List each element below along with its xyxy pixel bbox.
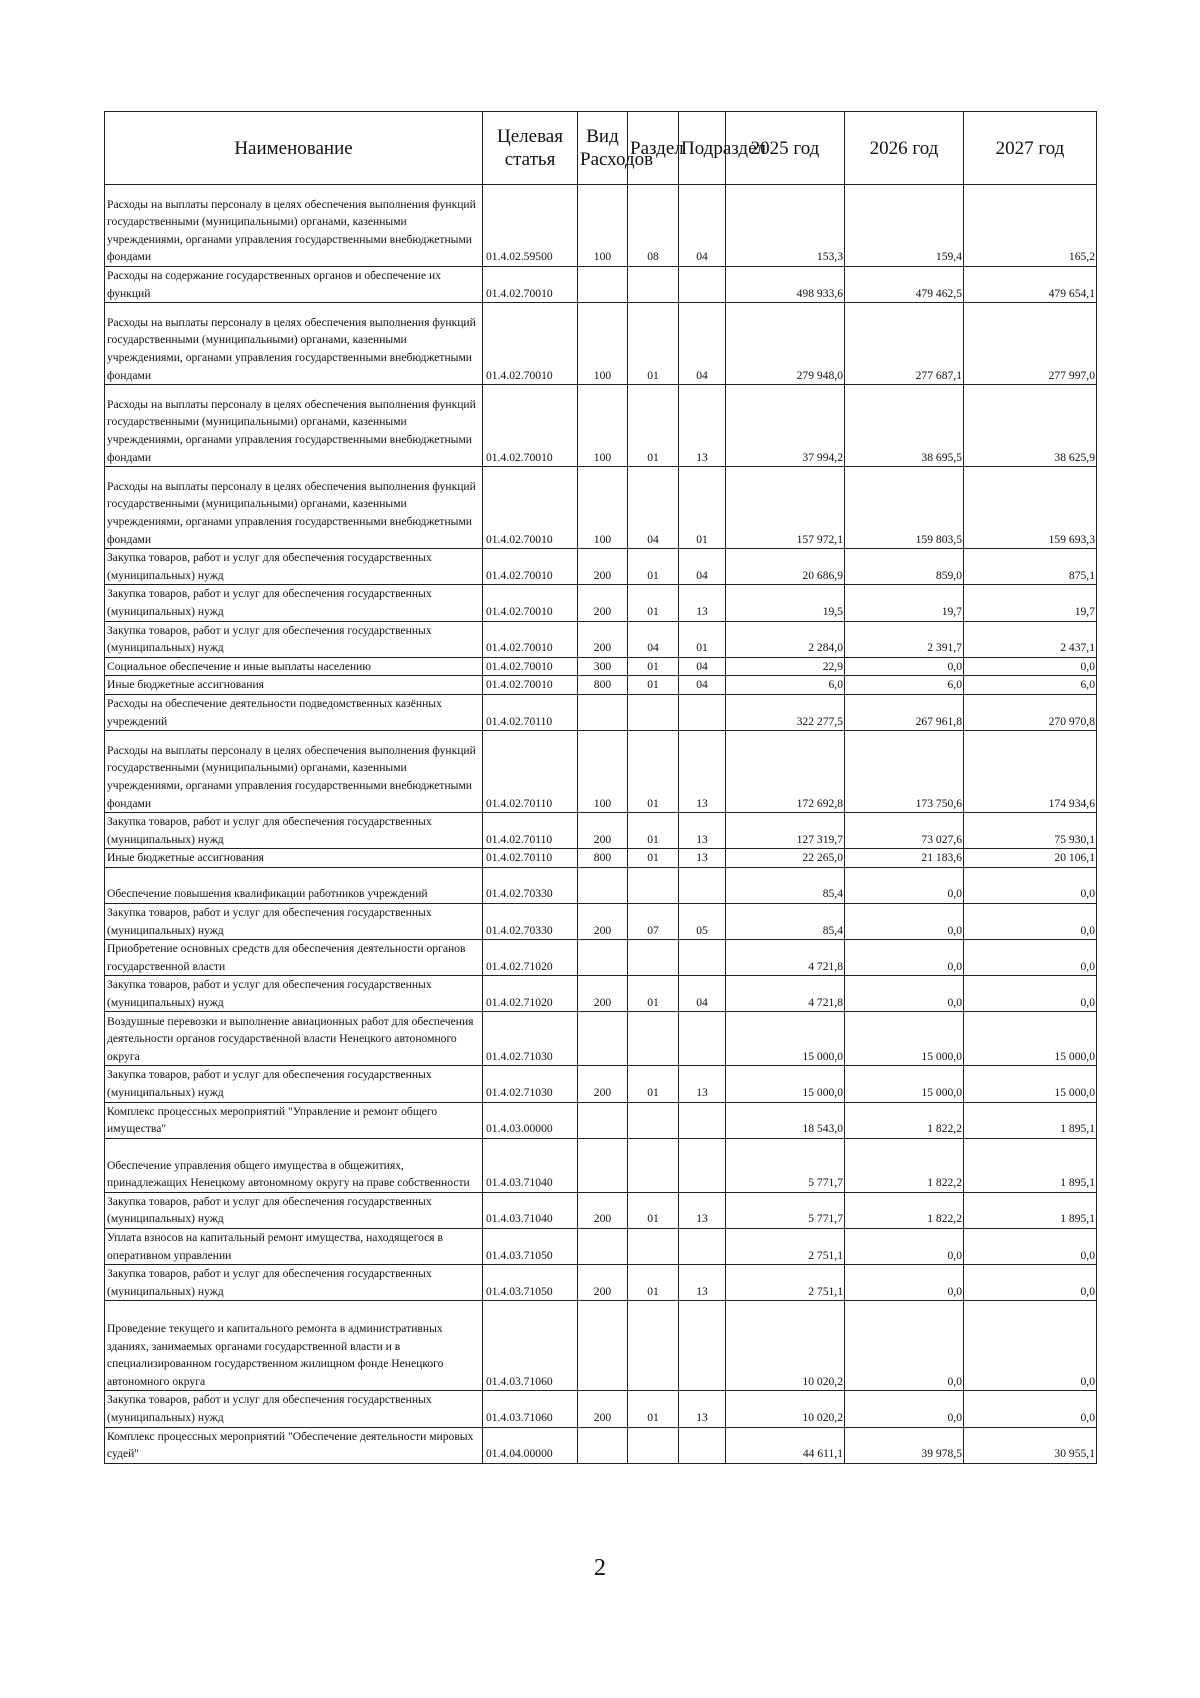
header-2025: 2025 год xyxy=(726,112,845,185)
cell-subsection: 13 xyxy=(679,1066,726,1102)
cell-2026: 73 027,6 xyxy=(845,813,964,849)
cell-expense-type xyxy=(578,1301,628,1391)
cell-expense-type: 100 xyxy=(578,467,628,549)
cell-expense-type: 200 xyxy=(578,1066,628,1102)
cell-2027: 0,0 xyxy=(964,976,1097,1012)
cell-2027: 165,2 xyxy=(964,185,1097,267)
cell-name: Приобретение основных средств для обеспечения деятельности органов государственной власти xyxy=(105,940,483,976)
cell-target-code: 01.4.02.70330 xyxy=(483,903,578,939)
cell-section: 01 xyxy=(628,657,679,676)
cell-subsection xyxy=(679,1229,726,1265)
table-row xyxy=(105,813,1097,849)
cell-target-code: 01.4.02.70010 xyxy=(483,303,578,385)
cell-section: 01 xyxy=(628,976,679,1012)
cell-2026: 0,0 xyxy=(845,976,964,1012)
cell-2026: 0,0 xyxy=(845,867,964,903)
cell-subsection: 04 xyxy=(679,303,726,385)
cell-expense-type: 200 xyxy=(578,1265,628,1301)
cell-2026: 479 462,5 xyxy=(845,267,964,303)
cell-2026: 159 803,5 xyxy=(845,467,964,549)
cell-2025: 18 543,0 xyxy=(726,1102,845,1138)
cell-2026: 0,0 xyxy=(845,1301,964,1391)
cell-2027: 0,0 xyxy=(964,867,1097,903)
cell-name: Иные бюджетные ассигнования xyxy=(105,676,483,695)
cell-2025: 4 721,8 xyxy=(726,940,845,976)
table-row xyxy=(105,903,1097,939)
cell-2026: 0,0 xyxy=(845,1265,964,1301)
table-row xyxy=(105,976,1097,1012)
cell-expense-type: 200 xyxy=(578,903,628,939)
cell-section xyxy=(628,1102,679,1138)
cell-name: Расходы на обеспечение деятельности подведомственных казённых учреждений xyxy=(105,694,483,730)
table-row xyxy=(105,621,1097,657)
cell-section: 01 xyxy=(628,813,679,849)
cell-2025: 10 020,2 xyxy=(726,1391,845,1427)
cell-name: Обеспечение повышения квалификации работников учреждений xyxy=(105,867,483,903)
cell-subsection: 13 xyxy=(679,731,726,813)
table-row xyxy=(105,1391,1097,1427)
cell-name: Социальное обеспечение и иные выплаты населению xyxy=(105,657,483,676)
cell-target-code: 01.4.03.71040 xyxy=(483,1192,578,1228)
cell-subsection: 13 xyxy=(679,849,726,868)
cell-subsection xyxy=(679,1427,726,1463)
header-row xyxy=(105,112,1097,185)
cell-subsection: 01 xyxy=(679,467,726,549)
table-row xyxy=(105,731,1097,813)
cell-2026: 15 000,0 xyxy=(845,1012,964,1066)
header-2027: 2027 год xyxy=(964,112,1097,185)
cell-target-code: 01.4.02.70010 xyxy=(483,585,578,621)
cell-subsection: 13 xyxy=(679,585,726,621)
cell-2027: 0,0 xyxy=(964,1301,1097,1391)
cell-2027: 0,0 xyxy=(964,1229,1097,1265)
header-name: Наименование xyxy=(105,112,483,185)
cell-section: 01 xyxy=(628,1265,679,1301)
cell-section: 01 xyxy=(628,303,679,385)
cell-name: Обеспечение управления общего имущества в общежитиях, принадлежащих Ненецкому автономному округу на праве собственности xyxy=(105,1138,483,1192)
cell-2027: 1 895,1 xyxy=(964,1138,1097,1192)
cell-2026: 0,0 xyxy=(845,657,964,676)
cell-2026: 21 183,6 xyxy=(845,849,964,868)
cell-target-code: 01.4.02.70010 xyxy=(483,657,578,676)
cell-expense-type: 100 xyxy=(578,185,628,267)
cell-name: Закупка товаров, работ и услуг для обеспечения государственных (муниципальных) нужд xyxy=(105,1066,483,1102)
cell-2026: 0,0 xyxy=(845,1391,964,1427)
cell-subsection xyxy=(679,267,726,303)
cell-expense-type: 100 xyxy=(578,303,628,385)
cell-2025: 5 771,7 xyxy=(726,1192,845,1228)
cell-2027: 174 934,6 xyxy=(964,731,1097,813)
cell-expense-type: 100 xyxy=(578,385,628,467)
cell-2025: 153,3 xyxy=(726,185,845,267)
cell-name: Расходы на выплаты персоналу в целях обеспечения выполнения функций государственными (муниципальными) органами, казенными учреждениями, органами управления государственными внебюджетными фондами xyxy=(105,303,483,385)
budget-table xyxy=(104,111,1097,1464)
cell-section xyxy=(628,1012,679,1066)
cell-expense-type: 300 xyxy=(578,657,628,676)
cell-2027: 0,0 xyxy=(964,940,1097,976)
table-row xyxy=(105,1229,1097,1265)
cell-subsection: 04 xyxy=(679,657,726,676)
cell-2025: 2 751,1 xyxy=(726,1229,845,1265)
cell-name: Расходы на выплаты персоналу в целях обеспечения выполнения функций государственными (муниципальными) органами, казенными учреждениями, органами управления государственными внебюджетными фондами xyxy=(105,731,483,813)
cell-expense-type: 200 xyxy=(578,1192,628,1228)
cell-subsection xyxy=(679,1301,726,1391)
cell-subsection: 04 xyxy=(679,549,726,585)
table-row xyxy=(105,849,1097,868)
cell-target-code: 01.4.02.70110 xyxy=(483,813,578,849)
cell-2026: 159,4 xyxy=(845,185,964,267)
cell-subsection: 04 xyxy=(679,976,726,1012)
cell-name: Закупка товаров, работ и услуг для обеспечения государственных (муниципальных) нужд xyxy=(105,621,483,657)
cell-2025: 85,4 xyxy=(726,903,845,939)
cell-target-code: 01.4.04.00000 xyxy=(483,1427,578,1463)
header-subsection: Подраздел xyxy=(679,112,726,185)
table-row xyxy=(105,1265,1097,1301)
table-row xyxy=(105,1066,1097,1102)
cell-name: Закупка товаров, работ и услуг для обеспечения государственных (муниципальных) нужд xyxy=(105,1391,483,1427)
cell-name: Расходы на выплаты персоналу в целях обеспечения выполнения функций государственными (муниципальными) органами, казенными учреждениями, органами управления государственными внебюджетными фондами xyxy=(105,185,483,267)
cell-2027: 20 106,1 xyxy=(964,849,1097,868)
cell-2027: 0,0 xyxy=(964,1265,1097,1301)
cell-2027: 479 654,1 xyxy=(964,267,1097,303)
table-row xyxy=(105,867,1097,903)
cell-2026: 0,0 xyxy=(845,903,964,939)
cell-name: Воздушные перевозки и выполнение авиационных работ для обеспечения деятельности органов государственной власти Ненецкого автономного округа xyxy=(105,1012,483,1066)
cell-target-code: 01.4.02.70010 xyxy=(483,385,578,467)
cell-target-code: 01.4.03.71050 xyxy=(483,1229,578,1265)
cell-section: 01 xyxy=(628,549,679,585)
cell-2025: 37 994,2 xyxy=(726,385,845,467)
cell-subsection: 04 xyxy=(679,676,726,695)
cell-section: 01 xyxy=(628,849,679,868)
cell-2025: 322 277,5 xyxy=(726,694,845,730)
cell-2027: 1 895,1 xyxy=(964,1102,1097,1138)
cell-target-code: 01.4.02.59500 xyxy=(483,185,578,267)
cell-subsection: 13 xyxy=(679,1192,726,1228)
cell-name: Комплекс процессных мероприятий "Обеспечение деятельности мировых судей" xyxy=(105,1427,483,1463)
cell-2026: 0,0 xyxy=(845,1229,964,1265)
cell-2026: 19,7 xyxy=(845,585,964,621)
page-number: 2 xyxy=(594,1555,606,1581)
cell-target-code: 01.4.02.70010 xyxy=(483,621,578,657)
cell-expense-type: 200 xyxy=(578,976,628,1012)
cell-name: Иные бюджетные ассигнования xyxy=(105,849,483,868)
cell-2027: 0,0 xyxy=(964,903,1097,939)
cell-target-code: 01.4.02.71020 xyxy=(483,940,578,976)
table-row xyxy=(105,1192,1097,1228)
cell-subsection xyxy=(679,694,726,730)
cell-subsection xyxy=(679,1102,726,1138)
cell-expense-type: 200 xyxy=(578,549,628,585)
cell-2026: 1 822,2 xyxy=(845,1102,964,1138)
cell-2025: 5 771,7 xyxy=(726,1138,845,1192)
table-row xyxy=(105,1138,1097,1192)
cell-name: Закупка товаров, работ и услуг для обеспечения государственных (муниципальных) нужд xyxy=(105,903,483,939)
cell-section: 04 xyxy=(628,467,679,549)
cell-expense-type xyxy=(578,1427,628,1463)
table-row xyxy=(105,657,1097,676)
cell-2027: 1 895,1 xyxy=(964,1192,1097,1228)
cell-2025: 85,4 xyxy=(726,867,845,903)
cell-2025: 157 972,1 xyxy=(726,467,845,549)
cell-2025: 19,5 xyxy=(726,585,845,621)
cell-2026: 859,0 xyxy=(845,549,964,585)
cell-subsection xyxy=(679,1138,726,1192)
header-target: Целевая статья xyxy=(483,112,578,185)
cell-subsection xyxy=(679,1012,726,1066)
cell-2026: 1 822,2 xyxy=(845,1192,964,1228)
cell-2025: 22,9 xyxy=(726,657,845,676)
cell-2027: 38 625,9 xyxy=(964,385,1097,467)
cell-target-code: 01.4.02.70110 xyxy=(483,694,578,730)
cell-subsection: 05 xyxy=(679,903,726,939)
cell-subsection: 13 xyxy=(679,1391,726,1427)
cell-name: Закупка товаров, работ и услуг для обеспечения государственных (муниципальных) нужд xyxy=(105,976,483,1012)
cell-section: 04 xyxy=(628,621,679,657)
cell-target-code: 01.4.02.70010 xyxy=(483,467,578,549)
cell-expense-type: 200 xyxy=(578,813,628,849)
cell-2026: 39 978,5 xyxy=(845,1427,964,1463)
cell-expense-type: 200 xyxy=(578,621,628,657)
table-row xyxy=(105,940,1097,976)
cell-2025: 6,0 xyxy=(726,676,845,695)
table-body xyxy=(105,185,1097,1464)
cell-expense-type xyxy=(578,940,628,976)
cell-section: 01 xyxy=(628,585,679,621)
cell-section xyxy=(628,1229,679,1265)
header-2026: 2026 год xyxy=(845,112,964,185)
cell-name: Расходы на выплаты персоналу в целях обеспечения выполнения функций государственными (муниципальными) органами, казенными учреждениями, органами управления государственными внебюджетными фондами xyxy=(105,385,483,467)
cell-2025: 10 020,2 xyxy=(726,1301,845,1391)
table-row xyxy=(105,585,1097,621)
cell-2027: 270 970,8 xyxy=(964,694,1097,730)
table-row xyxy=(105,303,1097,385)
cell-target-code: 01.4.02.70010 xyxy=(483,676,578,695)
cell-section xyxy=(628,1138,679,1192)
table-row xyxy=(105,185,1097,267)
cell-target-code: 01.4.02.71020 xyxy=(483,976,578,1012)
cell-expense-type xyxy=(578,267,628,303)
cell-section: 07 xyxy=(628,903,679,939)
cell-2027: 15 000,0 xyxy=(964,1066,1097,1102)
cell-2027: 75 930,1 xyxy=(964,813,1097,849)
cell-2026: 2 391,7 xyxy=(845,621,964,657)
cell-2026: 6,0 xyxy=(845,676,964,695)
cell-2025: 172 692,8 xyxy=(726,731,845,813)
cell-name: Уплата взносов на капитальный ремонт имущества, находящегося в оперативном управлении xyxy=(105,1229,483,1265)
cell-2026: 277 687,1 xyxy=(845,303,964,385)
cell-2027: 30 955,1 xyxy=(964,1427,1097,1463)
cell-expense-type xyxy=(578,1012,628,1066)
cell-2027: 19,7 xyxy=(964,585,1097,621)
cell-section: 08 xyxy=(628,185,679,267)
cell-expense-type: 100 xyxy=(578,731,628,813)
cell-target-code: 01.4.02.70330 xyxy=(483,867,578,903)
cell-section xyxy=(628,694,679,730)
table-row xyxy=(105,1102,1097,1138)
cell-target-code: 01.4.02.70110 xyxy=(483,849,578,868)
cell-subsection xyxy=(679,940,726,976)
cell-subsection: 13 xyxy=(679,385,726,467)
cell-2027: 277 997,0 xyxy=(964,303,1097,385)
table-row xyxy=(105,1012,1097,1066)
cell-subsection: 13 xyxy=(679,1265,726,1301)
cell-2026: 173 750,6 xyxy=(845,731,964,813)
cell-2026: 0,0 xyxy=(845,940,964,976)
cell-name: Расходы на выплаты персоналу в целях обеспечения выполнения функций государственными (муниципальными) органами, казенными учреждениями, органами управления государственными внебюджетными фондами xyxy=(105,467,483,549)
cell-section xyxy=(628,867,679,903)
cell-expense-type xyxy=(578,1138,628,1192)
cell-2026: 267 961,8 xyxy=(845,694,964,730)
cell-name: Закупка товаров, работ и услуг для обеспечения государственных (муниципальных) нужд xyxy=(105,549,483,585)
cell-2025: 22 265,0 xyxy=(726,849,845,868)
table-row xyxy=(105,694,1097,730)
cell-2026: 38 695,5 xyxy=(845,385,964,467)
cell-2025: 2 284,0 xyxy=(726,621,845,657)
table-row xyxy=(105,467,1097,549)
cell-2025: 15 000,0 xyxy=(726,1012,845,1066)
header-type: Вид Расходов xyxy=(578,112,628,185)
cell-expense-type xyxy=(578,1102,628,1138)
cell-2027: 0,0 xyxy=(964,657,1097,676)
cell-name: Закупка товаров, работ и услуг для обеспечения государственных (муниципальных) нужд xyxy=(105,585,483,621)
cell-2026: 15 000,0 xyxy=(845,1066,964,1102)
cell-expense-type: 800 xyxy=(578,849,628,868)
cell-2027: 0,0 xyxy=(964,1391,1097,1427)
cell-target-code: 01.4.02.70010 xyxy=(483,549,578,585)
cell-expense-type: 800 xyxy=(578,676,628,695)
table-row xyxy=(105,1301,1097,1391)
cell-section xyxy=(628,267,679,303)
cell-target-code: 01.4.03.71060 xyxy=(483,1391,578,1427)
cell-section xyxy=(628,940,679,976)
cell-section: 01 xyxy=(628,1066,679,1102)
cell-expense-type xyxy=(578,1229,628,1265)
table-row xyxy=(105,549,1097,585)
cell-section xyxy=(628,1301,679,1391)
cell-name: Закупка товаров, работ и услуг для обеспечения государственных (муниципальных) нужд xyxy=(105,813,483,849)
cell-name: Закупка товаров, работ и услуг для обеспечения государственных (муниципальных) нужд xyxy=(105,1265,483,1301)
cell-2025: 498 933,6 xyxy=(726,267,845,303)
cell-name: Проведение текущего и капитального ремонта в административных зданиях, занимаемых органами государственной власти и в специализированном государственном жилищном фонде Ненецкого автономного округа xyxy=(105,1301,483,1391)
cell-2025: 4 721,8 xyxy=(726,976,845,1012)
cell-target-code: 01.4.02.71030 xyxy=(483,1066,578,1102)
cell-2025: 15 000,0 xyxy=(726,1066,845,1102)
table-row xyxy=(105,676,1097,695)
cell-2027: 15 000,0 xyxy=(964,1012,1097,1066)
cell-subsection: 13 xyxy=(679,813,726,849)
cell-section: 01 xyxy=(628,676,679,695)
cell-name: Расходы на содержание государственных органов и обеспечение их функций xyxy=(105,267,483,303)
cell-2025: 127 319,7 xyxy=(726,813,845,849)
cell-2026: 1 822,2 xyxy=(845,1138,964,1192)
table-row xyxy=(105,385,1097,467)
header-section: Раздел xyxy=(628,112,679,185)
cell-name: Закупка товаров, работ и услуг для обеспечения государственных (муниципальных) нужд xyxy=(105,1192,483,1228)
cell-expense-type xyxy=(578,694,628,730)
cell-section: 01 xyxy=(628,385,679,467)
cell-target-code: 01.4.02.70110 xyxy=(483,731,578,813)
cell-target-code: 01.4.03.71050 xyxy=(483,1265,578,1301)
table-row xyxy=(105,1427,1097,1463)
cell-subsection: 01 xyxy=(679,621,726,657)
cell-2025: 20 686,9 xyxy=(726,549,845,585)
cell-2027: 2 437,1 xyxy=(964,621,1097,657)
cell-2027: 159 693,3 xyxy=(964,467,1097,549)
cell-subsection: 04 xyxy=(679,185,726,267)
cell-2027: 6,0 xyxy=(964,676,1097,695)
cell-subsection xyxy=(679,867,726,903)
table-row xyxy=(105,267,1097,303)
cell-expense-type: 200 xyxy=(578,1391,628,1427)
cell-section: 01 xyxy=(628,731,679,813)
cell-2025: 44 611,1 xyxy=(726,1427,845,1463)
cell-target-code: 01.4.02.70010 xyxy=(483,267,578,303)
cell-name: Комплекс процессных мероприятий "Управление и ремонт общего имущества" xyxy=(105,1102,483,1138)
cell-target-code: 01.4.02.71030 xyxy=(483,1012,578,1066)
cell-2025: 2 751,1 xyxy=(726,1265,845,1301)
cell-2025: 279 948,0 xyxy=(726,303,845,385)
cell-target-code: 01.4.03.00000 xyxy=(483,1102,578,1138)
cell-expense-type: 200 xyxy=(578,585,628,621)
cell-section xyxy=(628,1427,679,1463)
cell-expense-type xyxy=(578,867,628,903)
cell-section: 01 xyxy=(628,1391,679,1427)
cell-section: 01 xyxy=(628,1192,679,1228)
cell-target-code: 01.4.03.71060 xyxy=(483,1301,578,1391)
cell-2027: 875,1 xyxy=(964,549,1097,585)
cell-target-code: 01.4.03.71040 xyxy=(483,1138,578,1192)
